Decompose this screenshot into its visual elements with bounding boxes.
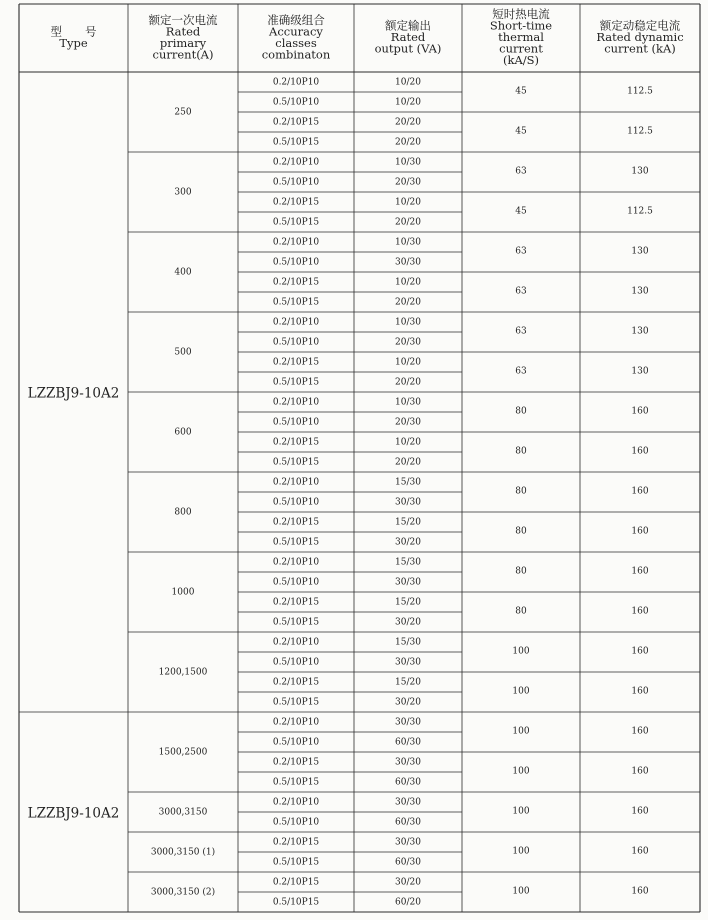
rated-output: 20/20 xyxy=(395,117,421,128)
thermal-current: 100 xyxy=(512,846,530,857)
rated-current: 1200,1500 xyxy=(158,667,208,678)
accuracy-class: 0.2/10P10 xyxy=(272,477,320,488)
header-en-2-0: Accuracy xyxy=(269,24,323,39)
thermal-current: 80 xyxy=(515,566,527,577)
dynamic-current: 160 xyxy=(631,406,649,417)
table-body xyxy=(28,78,654,908)
rated-output: 30/20 xyxy=(395,537,421,548)
accuracy-class: 0.2/10P15 xyxy=(272,757,320,768)
thermal-current: 63 xyxy=(515,246,527,257)
dynamic-current: 160 xyxy=(631,846,649,857)
rated-output: 30/30 xyxy=(395,657,421,668)
thermal-current: 63 xyxy=(515,366,527,377)
rated-output: 10/20 xyxy=(395,357,421,368)
dynamic-current: 130 xyxy=(631,326,649,337)
accuracy-class: 0.5/10P10 xyxy=(272,737,320,748)
accuracy-class: 0.2/10P15 xyxy=(272,837,320,848)
header-zh-2: 准确级组合 xyxy=(267,12,325,27)
type-label: LZZBJ9-10A2 xyxy=(27,805,120,822)
rated-current: 500 xyxy=(174,347,192,358)
accuracy-class: 0.5/10P15 xyxy=(272,777,320,788)
header-en-0-0: Type xyxy=(59,35,88,50)
header-zh-5: 额定动稳定电流 xyxy=(599,18,681,33)
rated-output: 20/20 xyxy=(395,457,421,468)
dynamic-current: 112.5 xyxy=(627,126,653,137)
rated-output: 20/20 xyxy=(395,377,421,388)
rated-output: 10/30 xyxy=(395,237,421,248)
header-en-3-0: Rated xyxy=(390,30,426,44)
rated-output: 30/30 xyxy=(395,497,421,508)
header-en-4-1: thermal xyxy=(498,30,544,44)
thermal-current: 80 xyxy=(515,486,527,497)
dynamic-current: 112.5 xyxy=(627,206,653,217)
accuracy-class: 0.2/10P15 xyxy=(272,197,320,208)
accuracy-class: 0.2/10P10 xyxy=(272,237,320,248)
rated-output: 15/20 xyxy=(395,677,421,688)
rated-current: 250 xyxy=(174,107,192,118)
accuracy-class: 0.5/10P15 xyxy=(272,217,320,228)
rated-output: 10/30 xyxy=(395,397,421,408)
rated-output: 20/30 xyxy=(395,337,421,348)
accuracy-class: 0.5/10P15 xyxy=(272,457,320,468)
rated-output: 30/30 xyxy=(395,577,421,588)
rated-output: 30/30 xyxy=(395,837,421,848)
accuracy-class: 0.2/10P10 xyxy=(272,77,320,88)
rated-output: 20/20 xyxy=(395,217,421,228)
rated-output: 15/30 xyxy=(395,557,421,568)
accuracy-class: 0.2/10P15 xyxy=(272,357,320,368)
rated-output: 60/30 xyxy=(395,817,421,828)
accuracy-class: 0.5/10P15 xyxy=(272,617,320,628)
dynamic-current: 160 xyxy=(631,526,649,537)
rated-output: 60/30 xyxy=(395,737,421,748)
header-zh-4: 短时热电流 xyxy=(492,7,550,21)
dynamic-current: 160 xyxy=(631,766,649,777)
accuracy-class: 0.5/10P10 xyxy=(272,337,320,348)
header-en-4-3: (kA/S) xyxy=(503,53,539,67)
accuracy-class: 0.5/10P10 xyxy=(272,497,320,508)
thermal-current: 45 xyxy=(515,206,527,217)
accuracy-class: 0.2/10P15 xyxy=(272,277,320,288)
rated-output: 20/30 xyxy=(395,417,421,428)
dynamic-current: 160 xyxy=(631,446,649,457)
rated-output: 10/20 xyxy=(395,437,421,448)
accuracy-class: 0.5/10P15 xyxy=(272,537,320,548)
accuracy-class: 0.5/10P15 xyxy=(272,297,320,308)
rated-output: 15/30 xyxy=(395,477,421,488)
accuracy-class: 0.2/10P15 xyxy=(272,677,320,688)
accuracy-class: 0.2/10P15 xyxy=(272,877,320,888)
thermal-current: 100 xyxy=(512,806,530,817)
thermal-current: 100 xyxy=(512,646,530,657)
header-en-2-2: combinaton xyxy=(261,47,331,62)
type-label: LZZBJ9-10A2 xyxy=(27,385,120,402)
accuracy-class: 0.5/10P10 xyxy=(272,577,320,588)
rated-output: 30/30 xyxy=(395,257,421,268)
rated-output: 10/20 xyxy=(395,97,421,108)
dynamic-current: 160 xyxy=(631,646,649,657)
accuracy-class: 0.2/10P15 xyxy=(272,437,320,448)
thermal-current: 100 xyxy=(512,686,530,697)
rated-current: 3000,3150 (1) xyxy=(150,847,216,858)
dynamic-current: 130 xyxy=(631,246,649,257)
header-zh-3: 额定输出 xyxy=(385,18,431,33)
thermal-current: 63 xyxy=(515,286,527,297)
rated-current: 400 xyxy=(174,267,192,278)
header-en-4-2: current xyxy=(499,41,543,56)
header-en-1-2: current(A) xyxy=(152,47,214,62)
dynamic-current: 160 xyxy=(631,606,649,617)
header-zh-0: 型 号 xyxy=(50,24,97,39)
thermal-current: 80 xyxy=(515,446,527,457)
accuracy-class: 0.5/10P10 xyxy=(272,657,320,668)
accuracy-class: 0.2/10P10 xyxy=(272,397,320,408)
dynamic-current: 130 xyxy=(631,166,649,177)
accuracy-class: 0.2/10P10 xyxy=(272,317,320,328)
thermal-current: 80 xyxy=(515,406,527,417)
accuracy-class: 0.2/10P10 xyxy=(272,557,320,568)
thermal-current: 45 xyxy=(515,126,527,137)
rated-output: 20/20 xyxy=(395,137,421,148)
rated-output: 10/20 xyxy=(395,77,421,88)
header-en-1-1: primary xyxy=(159,35,207,50)
accuracy-class: 0.2/10P15 xyxy=(272,517,320,528)
rated-output: 60/20 xyxy=(395,897,421,908)
accuracy-class: 0.2/10P10 xyxy=(272,797,320,808)
rated-output: 30/30 xyxy=(395,717,421,728)
thermal-current: 100 xyxy=(512,766,530,777)
accuracy-class: 0.2/10P10 xyxy=(272,157,320,168)
thermal-current: 100 xyxy=(512,726,530,737)
table-header xyxy=(51,7,684,67)
accuracy-class: 0.5/10P15 xyxy=(272,857,320,868)
thermal-current: 63 xyxy=(515,166,527,177)
header-en-3-1: output (VA) xyxy=(374,41,442,56)
thermal-current: 80 xyxy=(515,526,527,537)
accuracy-class: 0.5/10P10 xyxy=(272,257,320,268)
dynamic-current: 160 xyxy=(631,566,649,577)
rated-output: 15/30 xyxy=(395,637,421,648)
rated-current: 1500,2500 xyxy=(158,747,208,758)
accuracy-class: 0.5/10P10 xyxy=(272,177,320,188)
accuracy-class: 0.5/10P10 xyxy=(272,817,320,828)
rated-output: 10/20 xyxy=(395,277,421,288)
rated-output: 10/30 xyxy=(395,317,421,328)
rated-current: 1000 xyxy=(171,587,195,598)
rated-output: 30/20 xyxy=(395,697,421,708)
header-zh-1: 额定一次电流 xyxy=(148,12,218,27)
accuracy-class: 0.2/10P15 xyxy=(272,597,320,608)
dynamic-current: 160 xyxy=(631,806,649,817)
dynamic-current: 130 xyxy=(631,286,649,297)
table-grid xyxy=(19,4,700,912)
rated-current: 3000,3150 (2) xyxy=(150,887,216,898)
rated-output: 30/30 xyxy=(395,797,421,808)
rated-output: 30/20 xyxy=(395,877,421,888)
dynamic-current: 160 xyxy=(631,886,649,897)
rated-current: 800 xyxy=(174,507,192,518)
accuracy-class: 0.2/10P10 xyxy=(272,717,320,728)
dynamic-current: 160 xyxy=(631,486,649,497)
thermal-current: 45 xyxy=(515,86,527,97)
rated-current: 300 xyxy=(174,187,192,198)
rated-output: 60/30 xyxy=(395,857,421,868)
thermal-current: 63 xyxy=(515,326,527,337)
dynamic-current: 112.5 xyxy=(627,86,653,97)
rated-output: 60/30 xyxy=(395,777,421,788)
accuracy-class: 0.5/10P15 xyxy=(272,377,320,388)
rated-output: 20/20 xyxy=(395,297,421,308)
header-en-4-0: Short-time xyxy=(489,18,553,33)
header-en-1-0: Rated xyxy=(165,24,201,39)
thermal-current: 100 xyxy=(512,886,530,897)
rated-output: 30/30 xyxy=(395,757,421,768)
header-en-2-1: classes xyxy=(275,35,317,50)
rated-output: 30/20 xyxy=(395,617,421,628)
rated-output: 15/20 xyxy=(395,517,421,528)
header-en-5-0: Rated dynamic xyxy=(596,30,684,44)
accuracy-class: 0.2/10P10 xyxy=(272,637,320,648)
accuracy-class: 0.2/10P15 xyxy=(272,117,320,128)
accuracy-class: 0.5/10P10 xyxy=(272,417,320,428)
rated-output: 15/20 xyxy=(395,597,421,608)
rated-output: 10/30 xyxy=(395,157,421,168)
rated-output: 20/30 xyxy=(395,177,421,188)
accuracy-class: 0.5/10P15 xyxy=(272,137,320,148)
accuracy-class: 0.5/10P10 xyxy=(272,97,320,108)
header-en-5-1: current (kA) xyxy=(604,41,676,56)
rated-current: 3000,3150 xyxy=(158,807,208,818)
accuracy-class: 0.5/10P15 xyxy=(272,897,320,908)
dynamic-current: 160 xyxy=(631,686,649,697)
thermal-current: 80 xyxy=(515,606,527,617)
rated-output: 10/20 xyxy=(395,197,421,208)
rated-current: 600 xyxy=(174,427,192,438)
accuracy-class: 0.5/10P15 xyxy=(272,697,320,708)
dynamic-current: 130 xyxy=(631,366,649,377)
dynamic-current: 160 xyxy=(631,726,649,737)
